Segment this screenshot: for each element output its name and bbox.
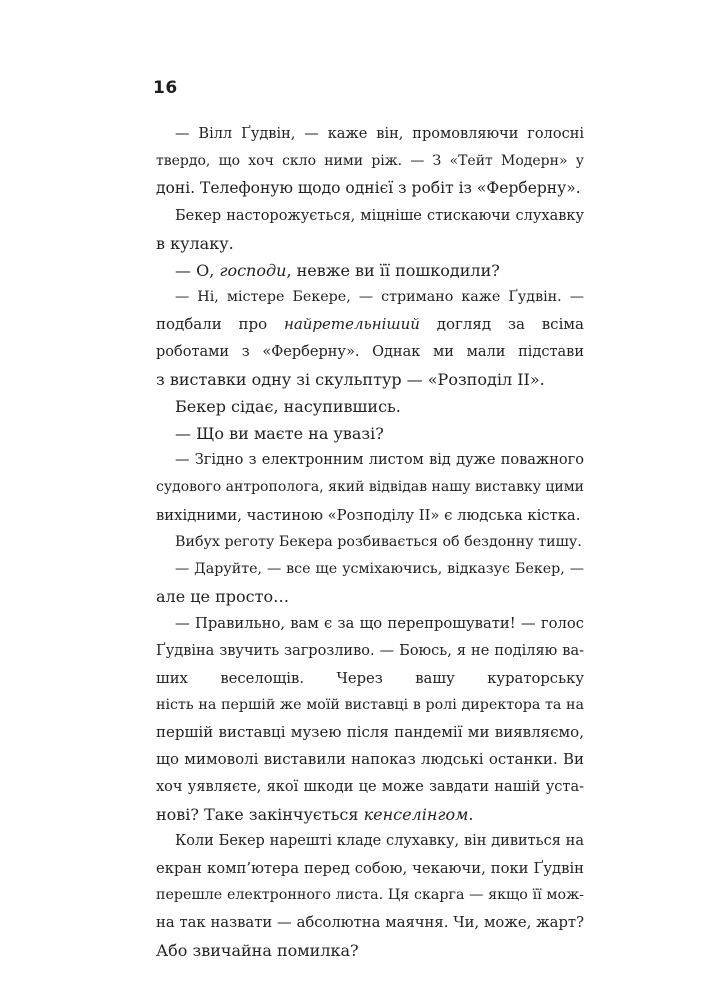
text-line: хоч уявляєте, якої шкоди це може завдати нашій уста- xyxy=(156,778,584,795)
text-line: судового антрополога, який відвідав нашу виставку цими xyxy=(156,479,584,496)
page-number: 16 xyxy=(153,78,178,98)
italic-run: кенселінгом xyxy=(363,804,469,824)
text-run: подбали про xyxy=(156,315,284,334)
text-run: . xyxy=(468,804,474,824)
text-line: ність на першій же моїй виставці в ролі директора та на xyxy=(156,696,584,713)
text-line: в кулаку. xyxy=(156,233,234,253)
text-line: твердо, що хоч скло ними ріж. — З «Тейт Модерн» у xyxy=(156,153,584,170)
text-line: — Вілл Ґудвін, — каже він, промовляючи голосні xyxy=(175,126,584,142)
text-line: першій виставці музею після пандемії ми виявляємо, xyxy=(156,723,584,742)
text-line xyxy=(156,311,584,338)
italic-run: господи xyxy=(219,260,287,280)
italic-run: найретельніший xyxy=(283,315,420,334)
text-line: — Що ви маєте на увазі? xyxy=(175,424,384,444)
text-line: перешле електронного листа. Ця скарга — якщо її мож- xyxy=(156,887,584,904)
text-line: вихідними, частиною «Розподілу ІІ» є людська кістка. xyxy=(156,506,581,524)
text-line: — Згідно з електронним листом від дуже поважного xyxy=(175,452,584,469)
text-run: нові? Таке закінчується xyxy=(156,804,364,824)
text-line: — Правильно, вам є за що перепрошувати! — голос xyxy=(175,615,584,633)
text-line: з виставки одну зі скульптур — «Розподіл ІІ». xyxy=(156,369,545,389)
text-run: догляд за всіма xyxy=(436,315,584,334)
text-line: доні. Телефоную щодо однієї з робіт із «Ферберну». xyxy=(156,179,581,198)
text-line: на так назвати — абсолютна маячня. Чи, може, жарт? xyxy=(156,914,584,932)
text-line xyxy=(156,801,584,828)
text-line: але це просто… xyxy=(156,587,290,607)
text-run: , невже ви її пошкодили? xyxy=(286,260,500,280)
text-line: Або звичайна помилка? xyxy=(156,940,359,960)
text-line: Коли Бекер нарешті кладе слухавку, він дивиться на xyxy=(175,832,584,849)
text-run: — О, xyxy=(175,260,220,280)
text-line: роботами з «Ферберну». Однак ми мали підстави xyxy=(156,343,584,360)
text-line xyxy=(156,257,584,284)
text-line: — Ні, містере Бекере, — стримано каже Ґудвін. — xyxy=(175,289,584,306)
text-line: Ґудвіна звучить загрозливо. — Боюсь, я не поділяю ва- xyxy=(156,642,584,659)
text-line: Бекер сідає, насупившись. xyxy=(175,396,401,416)
text-line: Вибух реготу Бекера розбивається об бездонну тишу. xyxy=(175,533,582,550)
body-text xyxy=(156,121,584,964)
text-line: що мимоволі виставили напоказ людські останки. Ви xyxy=(156,750,584,769)
text-line: Бекер насторожується, міцніше стискаючи слухавку xyxy=(175,207,584,224)
text-line: — Даруйте, — все ще усміхаючись, відказує Бекер, — xyxy=(175,561,584,577)
text-line: ших веселощів. Через вашу кураторську xyxy=(156,669,584,687)
text-line: екран комп’ютера перед собою, чекаючи, поки Ґудвін xyxy=(156,860,584,878)
